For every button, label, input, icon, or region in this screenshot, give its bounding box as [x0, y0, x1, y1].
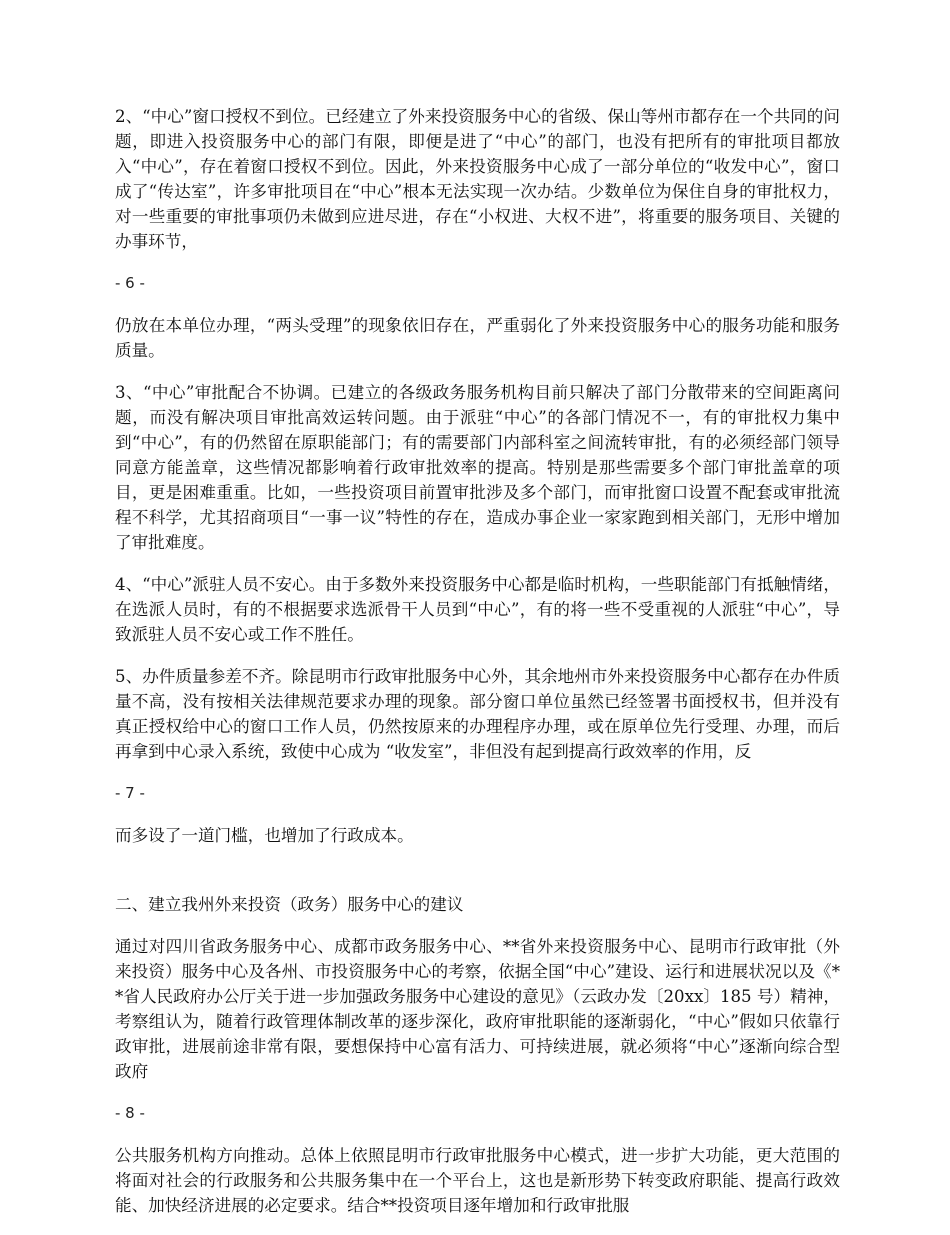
paragraph-item3-approval-coordination: 3、“中心”审批配合不协调。已建立的各级政务服务机构目前只解决了部门分散带来的空间距离问题，而没有解决项目审批高效运转问题。由于派驻“中心”的各部门情况不一，有的审批权力集中到“中心”，有的仍然留在原职能部门；有的需要部门内部科室之间流转审批，有的必须经部门领导同意方能盖章，这些情况都影响着行政审批效率的提高。特别是那些需要多个部门审批盖章的项目，更是困难重重。比如，一些投资项目前置审批涉及多个部门，而审批窗口设置不配套或审批流程不科学，尤其招商项目“一事一议”特性的存在，造成办事企业一家家跑到相关部门，无形中增加了审批难度。: [115, 383, 840, 552]
page-number-6: - 6 -: [115, 274, 145, 292]
paragraph-item4-staff-unsettled: 4、“中心”派驻人员不安心。由于多数外来投资服务中心都是临时机构，一些职能部门有抵触情绪，在选派人员时，有的不根据要求选派骨干人员到“中心”，有的将一些不受重视的人派驻“中心”，导致派驻人员不安心或工作不胜任。: [115, 575, 840, 644]
page-number-8: - 8 -: [115, 1104, 145, 1122]
paragraph-continuation-dual-acceptance: 仍放在本单位办理，“两头受理”的现象依旧存在，严重弱化了外来投资服务中心的服务功能和服务质量。: [115, 316, 840, 360]
page-number-7: - 7 -: [115, 784, 145, 802]
paragraph-item5-quality-uneven: 5、办件质量参差不齐。除昆明市行政审批服务中心外，其余地州市外来投资服务中心都存在办件质量不高，没有按相关法律规范要求办理的现象。部分窗口单位虽然已经签署书面授权书，但并没有真正授权给中心的窗口工作人员，仍然按原来的办理程序办理，或在原单位先行受理、办理，而后再拿到中心录入系统，致使中心成为 “收发室”，非但没有起到提高行政效率的作用，反: [115, 667, 840, 761]
document-page: [115, 104, 840, 1235]
paragraph-item2-window-authorization: 2、“中心”窗口授权不到位。已经建立了外来投资服务中心的省级、保山等州市都存在一个共同的问题，即进入投资服务中心的部门有限，即便是进了“中心”的部门，也没有把所有的审批项目都放入“中心”，存在着窗口授权不到位。因此，外来投资服务中心成了一部分单位的“收发中心”，窗口成了“传达室”，许多审批项目在“中心”根本无法实现一次办结。少数单位为保住自身的审批权力，对一些重要的审批事项仍未做到应进尽进，存在“小权进、大权不进”，将重要的服务项目、关键的办事环节，: [115, 107, 840, 251]
section-heading-suggestions: 二、建立我州外来投资（政务）服务中心的建议: [115, 895, 464, 914]
paragraph-investigation-summary: 通过对四川省政务服务中心、成都市政务服务中心、**省外来投资服务中心、昆明市行政审批（外来投资）服务中心及各州、市投资服务中心的考察，依据全国“中心”建设、运行和进展状况以及《**省人民政府办公厅关于进一步加强政务服务中心建设的意见》（云政办发〔20xx〕185 号）精神，考察组认为，随着行政管理体制改革的逐步深化，政府审批职能的逐渐弱化，“中心”假如只依靠行政审批，进展前途非常有限，要想保持中心富有活力、可持续进展，就必须将“中心”逐渐向综合型政府: [115, 937, 840, 1081]
paragraph-public-service-direction: 公共服务机构方向推动。总体上依照昆明市行政审批服务中心模式，进一步扩大功能，更大范围的将面对社会的行政服务和公共服务集中在一个平台上，这也是新形势下转变政府职能、提高行政效能、加快经济进展的必定要求。结合**投资项目逐年增加和行政审批服: [115, 1146, 840, 1215]
paragraph-continuation-extra-threshold: 而多设了一道门槛，也增加了行政成本。: [115, 826, 414, 845]
